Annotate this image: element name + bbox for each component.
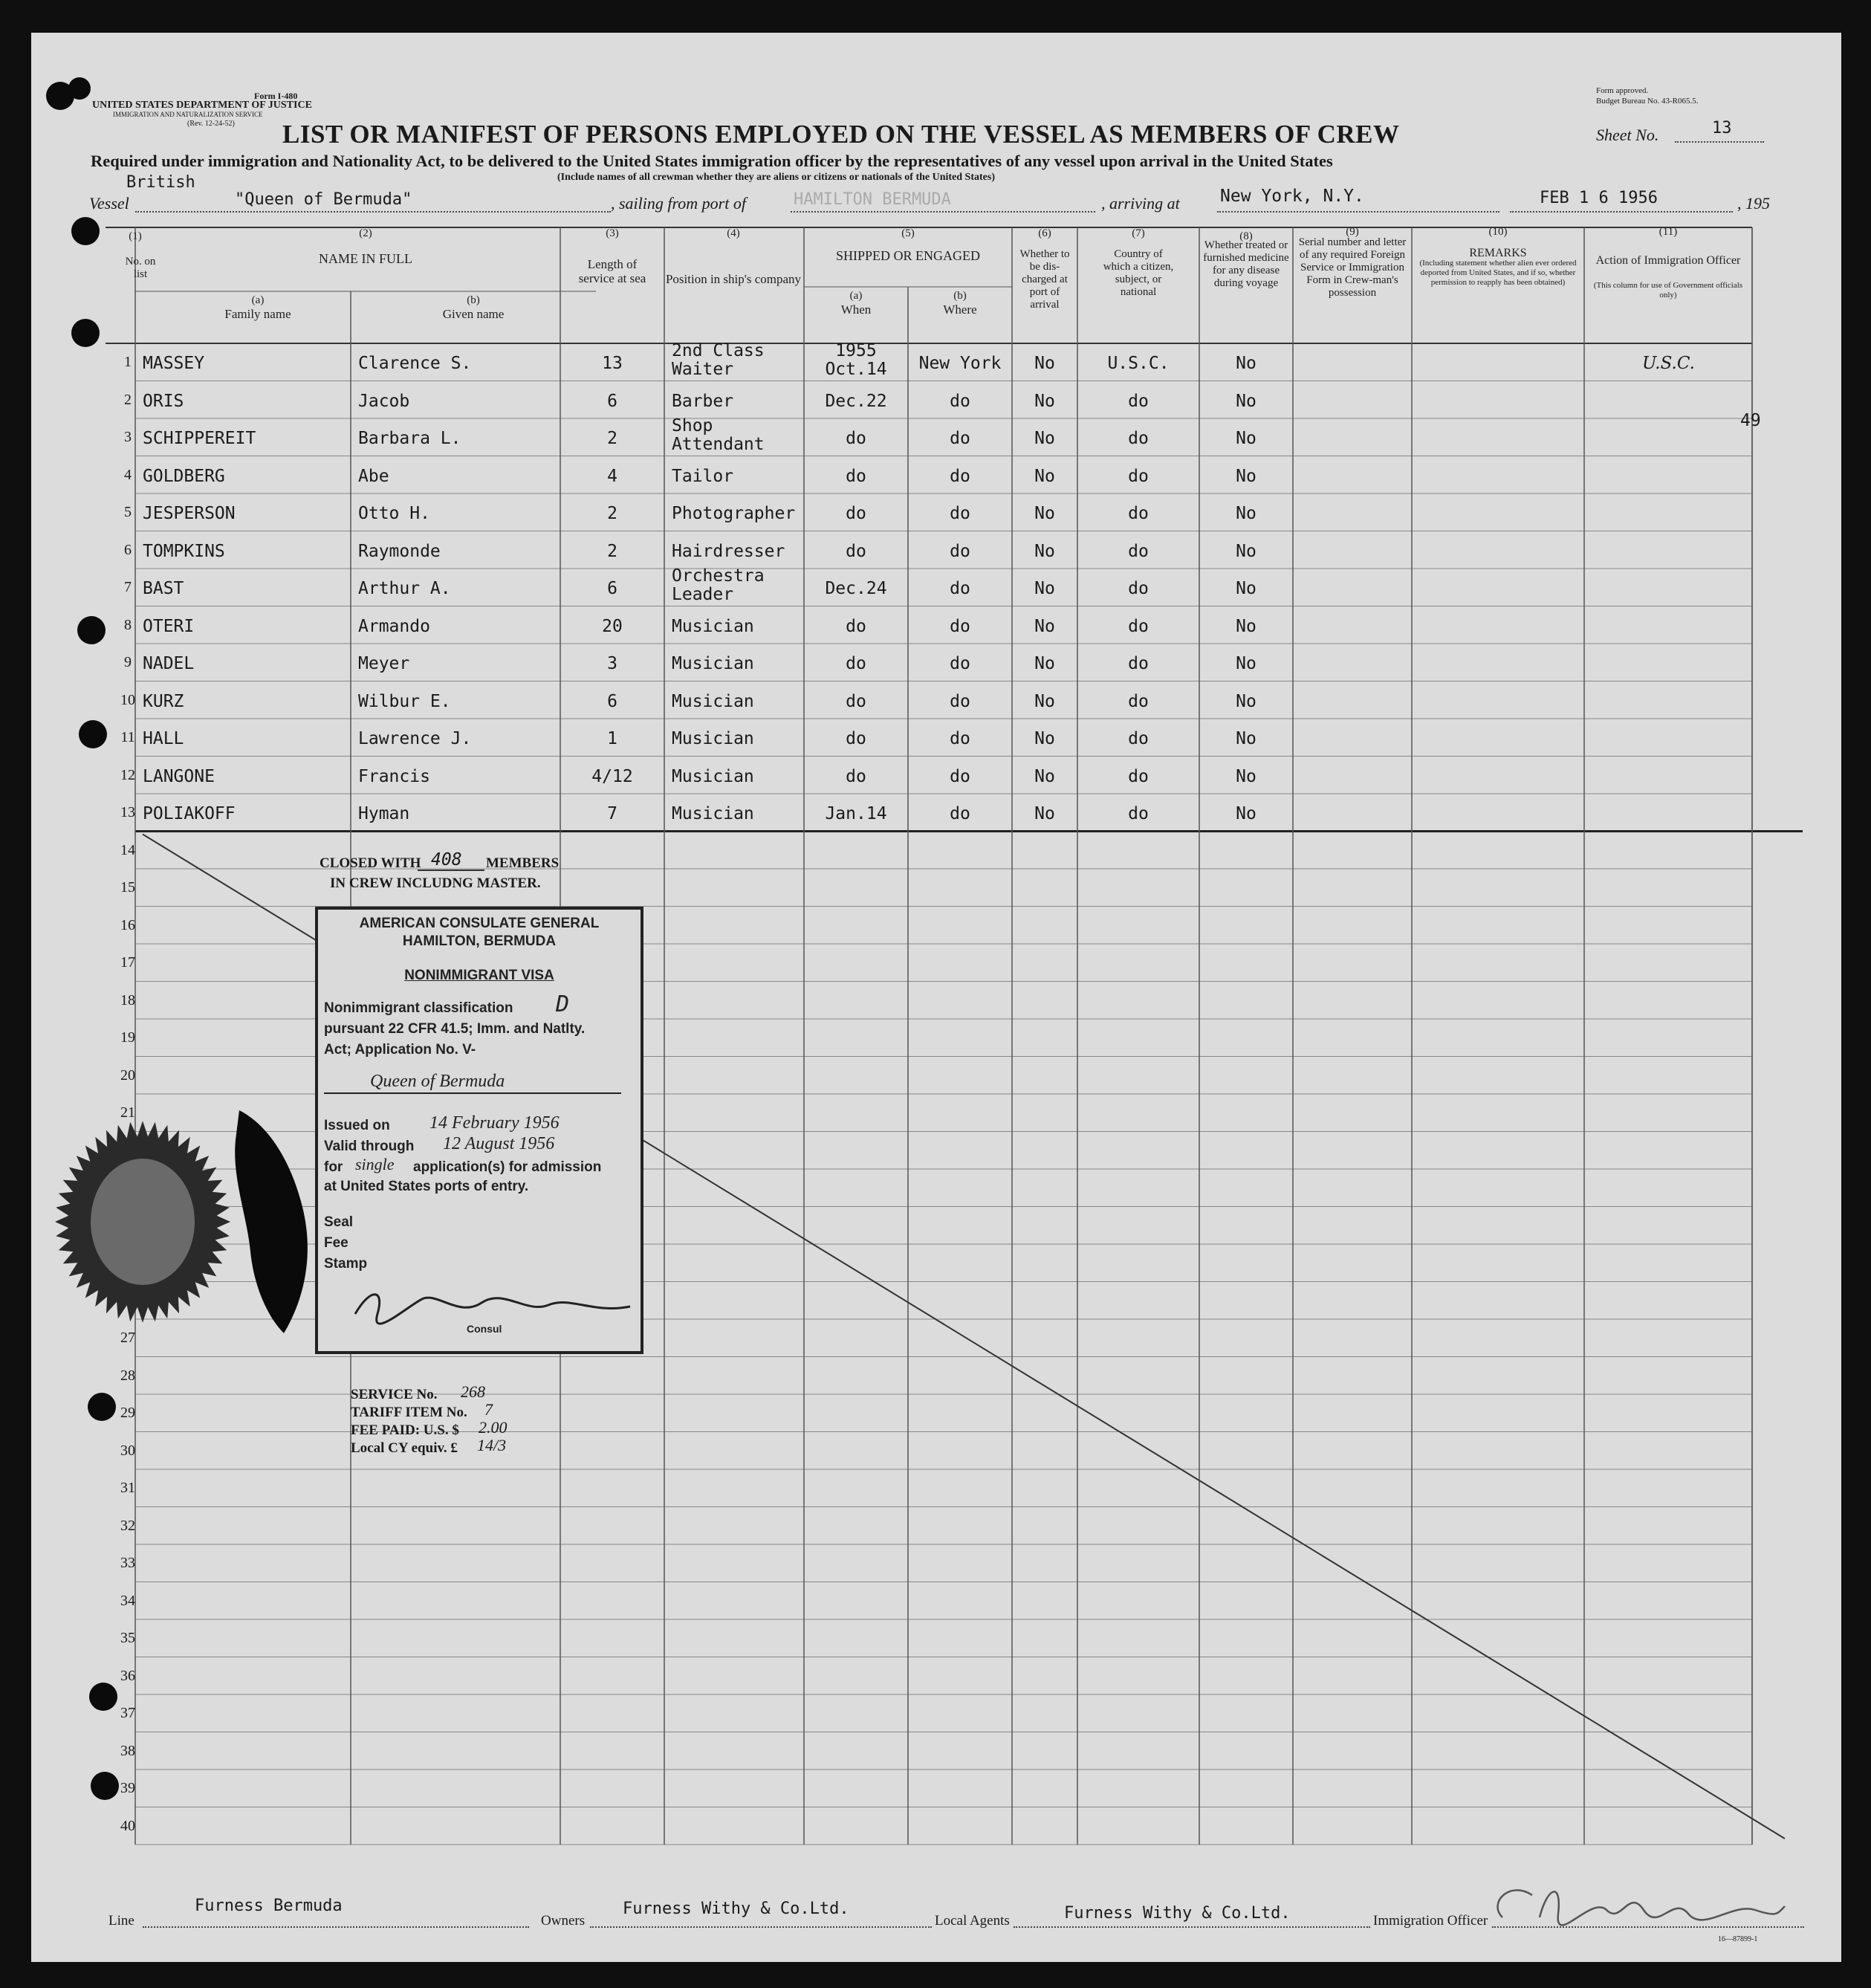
cell-length: 20 <box>602 616 623 636</box>
col2b-number: (b) <box>467 294 480 306</box>
sailing-label: , sailing from port of <box>611 194 746 213</box>
closing-line-1b: MEMBERS <box>486 855 560 871</box>
cell-given: Barbara L. <box>358 429 461 448</box>
cell-given: Raymonde <box>358 541 441 561</box>
cell-country: do <box>1128 391 1149 411</box>
vessel-handwritten: Queen of Bermuda <box>370 1072 505 1091</box>
cell-where: do <box>950 579 970 598</box>
application-text: Act; Application No. V- <box>324 1042 476 1058</box>
row-number: 12 <box>120 766 135 783</box>
cell-discharged: No <box>1034 691 1055 711</box>
cell-where: do <box>950 541 970 561</box>
cell-action: 49 <box>1740 411 1761 430</box>
ports-text: at United States ports of entry. <box>324 1179 529 1194</box>
valid-label: Valid through <box>324 1139 415 1154</box>
col8-header: Whether treated or furnished medicine for any disease during voyage <box>1203 239 1289 289</box>
cell-when: do <box>846 429 866 448</box>
row-number: 39 <box>120 1780 135 1796</box>
cell-family: BAST <box>143 579 184 598</box>
cell-country: do <box>1128 504 1149 523</box>
cell-country: do <box>1128 466 1149 486</box>
cell-medicine: No <box>1236 354 1256 373</box>
form-number: Form I-480 <box>254 91 298 101</box>
classification-label: Nonimmigrant classification <box>324 1000 513 1016</box>
cell-position: 2nd Class Waiter <box>672 341 765 379</box>
page-title: LIST OR MANIFEST OF PERSONS EMPLOYED ON THE VESSEL AS MEMBERS OF CREW <box>282 120 1400 149</box>
cell-medicine: No <box>1236 429 1256 448</box>
cell-medicine: No <box>1236 504 1256 523</box>
cell-when: do <box>846 616 866 636</box>
officer-signature <box>1488 1873 1800 1932</box>
col5b-header: Where <box>943 302 977 317</box>
col1-header: No. on list <box>125 256 156 280</box>
cell-length: 1 <box>607 729 617 748</box>
form-revision: (Rev. 12-24-52) <box>187 120 235 128</box>
cell-where: do <box>950 429 970 448</box>
service-value: 268 <box>461 1382 485 1401</box>
agents-label: Local Agents <box>935 1913 1010 1929</box>
cell-family: JESPERSON <box>143 504 236 523</box>
cell-given: Otto H. <box>358 504 430 523</box>
cell-given: Francis <box>358 766 430 786</box>
departure-port: HAMILTON BERMUDA <box>794 190 951 209</box>
row-number: 33 <box>120 1555 135 1571</box>
row-number: 31 <box>120 1480 135 1496</box>
cell-country: do <box>1128 804 1149 823</box>
cell-length: 4/12 <box>591 766 633 786</box>
cell-medicine: No <box>1236 541 1256 561</box>
col8-number: (8) <box>1239 230 1253 242</box>
issued-date: 14 February 1956 <box>429 1113 560 1133</box>
cell-country: do <box>1128 429 1149 448</box>
row-number: 4 <box>124 466 132 483</box>
owners-label: Owners <box>541 1913 586 1929</box>
cell-family: GOLDBERG <box>143 466 225 486</box>
col4-header: Position in ship's company <box>665 272 802 286</box>
issued-label: Issued on <box>324 1118 390 1133</box>
pursuant-text: pursuant 22 CFR 41.5; Imm. and Natlty. <box>324 1021 586 1037</box>
service-name: IMMIGRATION AND NATURALIZATION SERVICE <box>113 111 263 118</box>
cell-discharged: No <box>1034 766 1055 786</box>
line-label: Line <box>108 1913 134 1929</box>
row-number: 16 <box>120 916 135 933</box>
cell-country: do <box>1128 616 1149 636</box>
seal-label: Seal <box>324 1214 354 1230</box>
cell-family: POLIAKOFF <box>143 804 236 823</box>
department-name: UNITED STATES DEPARTMENT OF JUSTICE <box>92 100 312 111</box>
row-number: 6 <box>124 541 132 558</box>
cell-length: 3 <box>607 654 617 673</box>
cell-family: HALL <box>143 729 184 748</box>
local-equiv-label: Local CY equiv. £ <box>351 1440 458 1456</box>
line-value: Furness Bermuda <box>195 1897 343 1915</box>
officer-label: Immigration Officer <box>1373 1913 1488 1929</box>
embossed-seal <box>46 1095 358 1348</box>
cell-where: do <box>950 766 970 786</box>
cell-given: Lawrence J. <box>358 729 472 748</box>
row-number: 18 <box>120 991 135 1008</box>
visa-stamp <box>315 907 643 1354</box>
crew-count: 408 <box>431 850 462 870</box>
cell-where: do <box>950 391 970 411</box>
cell-discharged: No <box>1034 429 1055 448</box>
row-number: 28 <box>120 1367 135 1384</box>
cell-position: Musician <box>672 691 754 711</box>
cell-where: New York <box>918 354 1002 373</box>
cell-when: do <box>846 654 866 673</box>
cell-position: Photographer <box>672 504 796 523</box>
cell-given: Armando <box>358 616 430 636</box>
col3-header: Length of service at sea <box>578 257 646 285</box>
crew-table-grid <box>31 33 1841 1962</box>
cell-length: 7 <box>607 804 617 823</box>
for-label: for <box>324 1159 343 1175</box>
cell-family: OTERI <box>143 616 195 636</box>
row-number: 15 <box>120 879 135 896</box>
consul-signature <box>348 1284 645 1329</box>
col9-number: (9) <box>1346 226 1359 238</box>
vessel-label: Vessel <box>89 194 129 213</box>
row-number: 21 <box>120 1104 135 1121</box>
consulate-city: HAMILTON, BERMUDA <box>402 933 557 949</box>
valid-date: 12 August 1956 <box>443 1134 555 1153</box>
visa-type: NONIMMIGRANT VISA <box>404 968 554 983</box>
closing-line-2: IN CREW INCLUDNG MASTER. <box>330 875 541 891</box>
cell-position: Shop Attendant <box>672 416 765 454</box>
fee-label: Fee <box>324 1235 348 1251</box>
cell-given: Clarence S. <box>358 354 472 373</box>
row-number: 10 <box>120 691 135 708</box>
row-number: 34 <box>120 1592 135 1609</box>
agents-value: Furness Withy & Co.Ltd. <box>1064 1904 1291 1923</box>
cell-country: U.S.C. <box>1107 354 1170 373</box>
cell-medicine: No <box>1236 729 1256 748</box>
cell-position: Hairdresser <box>672 541 785 561</box>
classification-value: D <box>556 991 570 1017</box>
cell-discharged: No <box>1034 616 1055 636</box>
cell-when: do <box>846 466 866 486</box>
cell-discharged: No <box>1034 504 1055 523</box>
cell-length: 6 <box>607 391 617 411</box>
cell-discharged: No <box>1034 466 1055 486</box>
row-number: 38 <box>120 1742 135 1759</box>
tariff-label: TARIFF ITEM No. <box>351 1405 467 1420</box>
cell-family: MASSEY <box>143 354 205 373</box>
form-code: 16—87899-1 <box>1718 1935 1758 1943</box>
arrival-date-stamp: FEB 1 6 1956 <box>1540 189 1658 207</box>
form-approval: Form approved. <box>1596 86 1649 95</box>
row-number: 35 <box>120 1630 135 1646</box>
cell-discharged: No <box>1034 654 1055 673</box>
col2-header: NAME IN FULL <box>319 251 412 266</box>
cell-action: U.S.C. <box>1642 354 1695 373</box>
row-number: 2 <box>124 391 132 408</box>
cell-discharged: No <box>1034 579 1055 598</box>
row-number: 37 <box>120 1705 135 1721</box>
col3-number: (3) <box>606 227 619 239</box>
cell-discharged: No <box>1034 354 1055 373</box>
col11-number: (11) <box>1658 226 1678 238</box>
cell-when: do <box>846 766 866 786</box>
row-number: 11 <box>120 729 135 745</box>
cell-length: 6 <box>607 579 617 598</box>
cell-position: Musician <box>672 804 754 823</box>
col4-number: (4) <box>727 227 740 239</box>
cell-length: 2 <box>607 429 617 448</box>
cell-position: Barber <box>672 391 734 411</box>
cell-where: do <box>950 616 970 636</box>
cell-discharged: No <box>1034 541 1055 561</box>
row-number: 32 <box>120 1517 135 1534</box>
col10-note: (Including statement whether alien ever ordered deported from United States, and if so, whether permission to reapply has been obtained) <box>1419 259 1577 287</box>
col11-note: (This column for use of Government officials only) <box>1593 281 1743 300</box>
cell-country: do <box>1128 729 1149 748</box>
cell-given: Arthur A. <box>358 579 451 598</box>
cell-length: 2 <box>607 541 617 561</box>
col2b-header: Given name <box>442 307 505 321</box>
cell-when: Dec.22 <box>825 391 887 411</box>
cell-family: KURZ <box>143 691 184 711</box>
cell-family: LANGONE <box>143 766 215 786</box>
for-value: single <box>355 1155 395 1173</box>
col6-header: Whether to be dis-charged at port of arrival <box>1019 248 1070 311</box>
col2-number: (2) <box>359 227 372 239</box>
cell-given: Hyman <box>358 804 410 823</box>
row-number: 17 <box>120 954 135 971</box>
local-equiv-value: 14/3 <box>477 1436 507 1454</box>
year-label: , 195 <box>1737 194 1770 213</box>
col6-number: (6) <box>1038 227 1051 239</box>
row-number: 20 <box>120 1066 135 1084</box>
cell-country: do <box>1128 579 1149 598</box>
cell-medicine: No <box>1236 654 1256 673</box>
cell-position: Musician <box>672 766 754 786</box>
nationality: British <box>126 173 195 192</box>
cell-length: 13 <box>602 354 623 373</box>
cell-position: Tailor <box>672 466 734 486</box>
cell-position: Musician <box>672 616 754 636</box>
row-number: 13 <box>120 804 135 820</box>
consul-title: Consul <box>467 1323 502 1335</box>
row-number: 1 <box>124 354 132 370</box>
cell-where: do <box>950 729 970 748</box>
application-count: application(s) for admission <box>413 1159 602 1175</box>
fee-value: 2.00 <box>479 1418 508 1437</box>
cell-family: TOMPKINS <box>143 541 225 561</box>
cell-family: SCHIPPEREIT <box>143 429 256 448</box>
closing-line-1a: CLOSED WITH <box>320 855 421 871</box>
row-number: 14 <box>120 841 135 858</box>
cell-where: do <box>950 466 970 486</box>
fee-label: FEE PAID: U.S. $ <box>351 1422 459 1438</box>
row-number: 29 <box>120 1405 135 1421</box>
col2a-header: Family name <box>224 307 291 321</box>
row-number: 36 <box>120 1667 135 1684</box>
sheet-label: Sheet No. <box>1596 126 1659 144</box>
service-label: SERVICE No. <box>351 1387 438 1402</box>
vessel-name: "Queen of Bermuda" <box>235 190 412 209</box>
cell-when: do <box>846 729 866 748</box>
cell-length: 2 <box>607 504 617 523</box>
budget-number: Budget Bureau No. 43-R065.5. <box>1596 97 1699 106</box>
cell-country: do <box>1128 691 1149 711</box>
cell-when: do <box>846 691 866 711</box>
row-number: 27 <box>120 1330 135 1346</box>
cell-country: do <box>1128 654 1149 673</box>
col5b-number: (b) <box>953 290 967 302</box>
cell-position: Musician <box>672 729 754 748</box>
row-number: 40 <box>120 1817 135 1834</box>
col10-number: (10) <box>1488 226 1508 238</box>
col5a-number: (a) <box>849 290 863 302</box>
manifest-sheet <box>31 33 1841 1962</box>
row-number: 9 <box>124 654 132 670</box>
col7-number: (7) <box>1132 227 1145 239</box>
col5a-header: When <box>840 302 872 317</box>
sheet-number: 13 <box>1712 119 1732 137</box>
cell-discharged: No <box>1034 391 1055 411</box>
cell-when: 1955 Oct.14 <box>825 341 887 379</box>
consulate-name: AMERICAN CONSULATE GENERAL <box>359 916 600 931</box>
tariff-value: 7 <box>484 1400 493 1419</box>
cell-discharged: No <box>1034 804 1055 823</box>
cell-when: Dec.24 <box>825 579 887 598</box>
stamp-label: Stamp <box>324 1256 368 1272</box>
cell-country: do <box>1128 541 1149 561</box>
cell-when: do <box>846 541 866 561</box>
cell-length: 6 <box>607 691 617 711</box>
form-subtitle: Required under immigration and Nationality Act, to be delivered to the United States immigration officer by the representatives of any vessel upon arrival in the United States <box>91 152 1333 170</box>
row-number: 5 <box>124 504 132 520</box>
row-number: 19 <box>120 1029 135 1046</box>
cell-family: ORIS <box>143 391 184 411</box>
form-note: (Include names of all crewman whether they are aliens or citizens or nationals of the United States) <box>557 172 995 183</box>
row-number: 7 <box>124 579 132 595</box>
row-number: 30 <box>120 1442 135 1459</box>
col11-header: Action of Immigration Officer <box>1595 254 1741 267</box>
cell-where: do <box>950 691 970 711</box>
col5-number: (5) <box>901 227 915 239</box>
cell-position: Orchestra Leader <box>672 566 765 604</box>
row-number: 8 <box>124 616 132 633</box>
cell-given: Jacob <box>358 391 410 411</box>
col5-header: SHIPPED OR ENGAGED <box>835 248 980 263</box>
col1-number: (1) <box>129 230 142 242</box>
cell-medicine: No <box>1236 616 1256 636</box>
cell-medicine: No <box>1236 466 1256 486</box>
cell-given: Abe <box>358 466 389 486</box>
cell-discharged: No <box>1034 729 1055 748</box>
arrival-port: New York, N.Y. <box>1220 187 1364 206</box>
cell-medicine: No <box>1236 391 1256 411</box>
cell-family: NADEL <box>143 654 195 673</box>
cell-given: Meyer <box>358 654 410 673</box>
cell-where: do <box>950 504 970 523</box>
cell-medicine: No <box>1236 691 1256 711</box>
cell-when: Jan.14 <box>825 804 887 823</box>
row-number: 3 <box>124 429 132 445</box>
col9-header: Serial number and letter of any required Foreign Service or Immigration Form in Crew-man's possession <box>1298 236 1407 299</box>
cell-when: do <box>846 504 866 523</box>
col2a-number: (a) <box>251 294 265 306</box>
cell-medicine: No <box>1236 579 1256 598</box>
cell-where: do <box>950 654 970 673</box>
cell-given: Wilbur E. <box>358 691 451 711</box>
cell-medicine: No <box>1236 804 1256 823</box>
cell-where: do <box>950 804 970 823</box>
cell-position: Musician <box>672 654 754 673</box>
arriving-label: , arriving at <box>1101 194 1180 213</box>
col10-header: REMARKS <box>1469 247 1527 259</box>
cell-medicine: No <box>1236 766 1256 786</box>
col7-header: Country of which a citizen, subject, or national <box>1103 248 1174 298</box>
owners-value: Furness Withy & Co.Ltd. <box>623 1900 849 1918</box>
cell-country: do <box>1128 766 1149 786</box>
cell-length: 4 <box>607 466 617 486</box>
